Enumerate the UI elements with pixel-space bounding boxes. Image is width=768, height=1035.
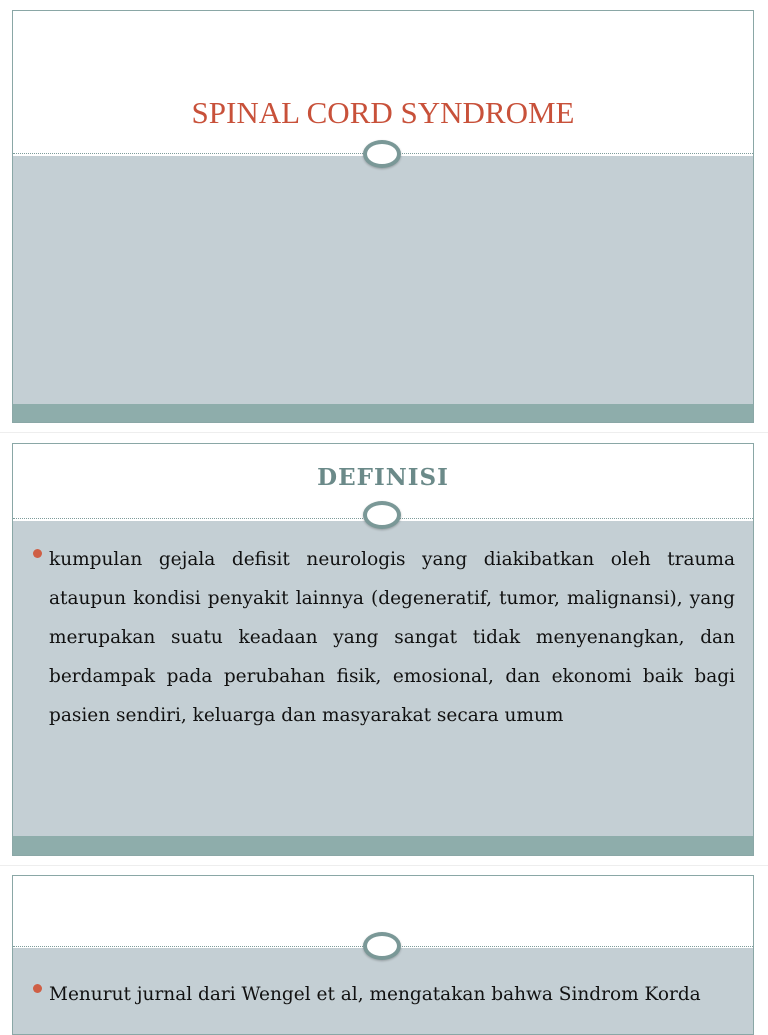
slide-separator <box>0 865 768 866</box>
slide-header <box>13 11 753 156</box>
ring-ornament-icon <box>363 140 401 168</box>
bullet-icon <box>33 549 42 558</box>
ring-ornament-icon <box>363 932 401 960</box>
footer-bar <box>13 404 753 423</box>
slide-title: DEFINISI <box>317 464 449 491</box>
slide-3[interactable] <box>12 875 754 1035</box>
bullet-item <box>33 540 735 735</box>
bullet-text: kumpulan gejala defisit neurologis yang diakibatkan oleh trauma ataupun kondisi penyakit lainnya (degeneratif, tumor, malignansi), yang merupakan suatu keadaan yang sangat tidak menyenangkan, dan berdampak pada perubahan fisik, emosional, dan ekonomi baik bagi pasien sendiri, keluarga dan masyarakat secara umum <box>49 549 735 726</box>
slide-2[interactable] <box>12 443 754 856</box>
footer-bar <box>13 836 753 856</box>
ring-ornament-icon <box>363 501 401 529</box>
slide-title: SPINAL CORD SYNDROME <box>191 95 575 130</box>
bullet-icon <box>33 984 42 993</box>
slide-1[interactable] <box>12 10 754 423</box>
bullet-item <box>33 975 735 1014</box>
slide-separator <box>0 432 768 433</box>
bullet-text: Menurut jurnal dari Wengel et al, mengatakan bahwa Sindrom Korda <box>49 984 701 1005</box>
